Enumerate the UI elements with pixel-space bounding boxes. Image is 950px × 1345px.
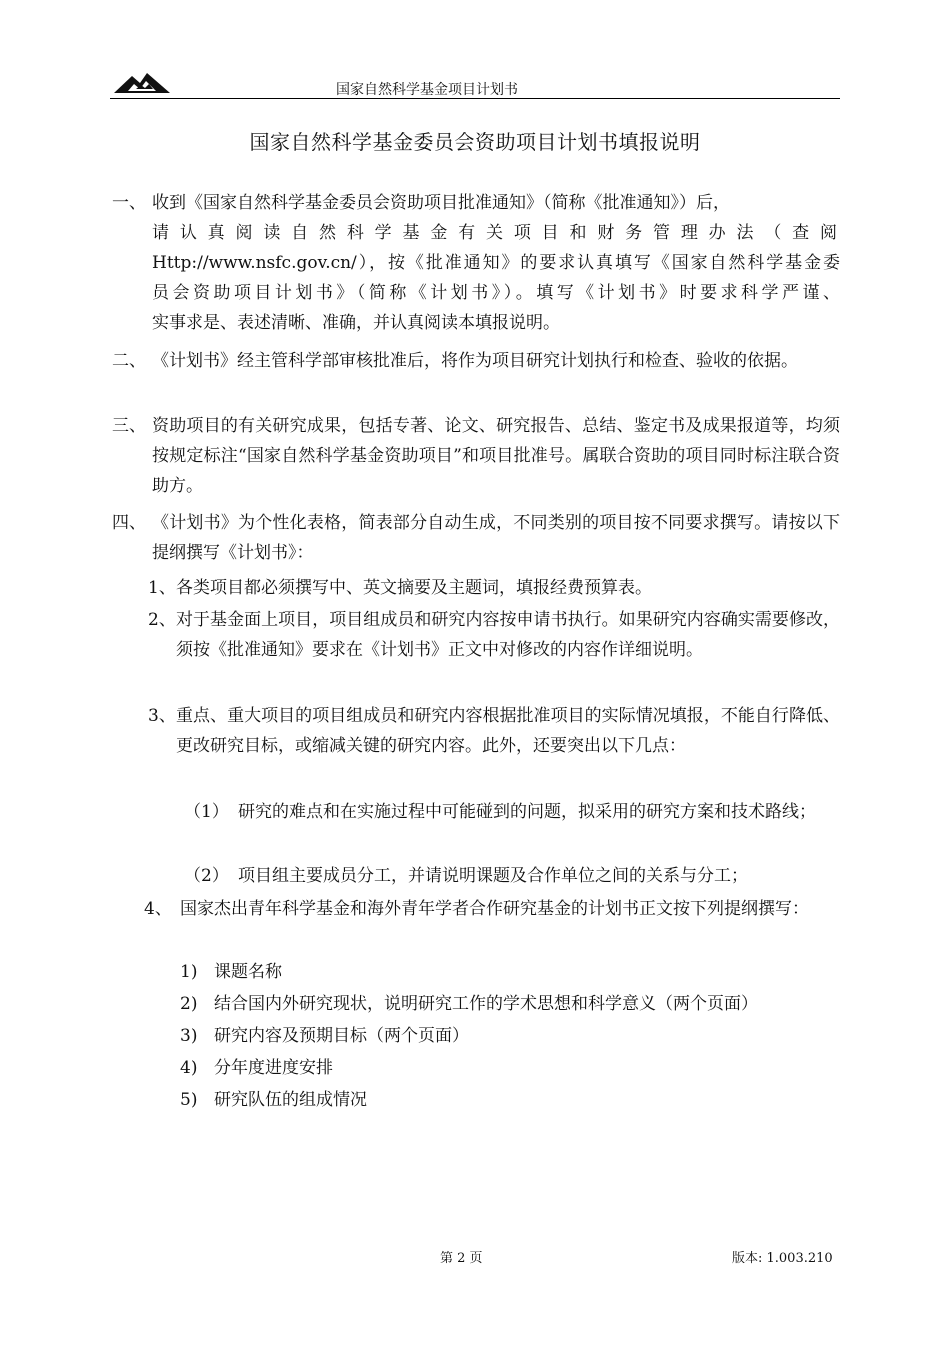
sub-item-4	[144, 894, 840, 924]
outline-marker: 2)	[180, 994, 198, 1014]
outline-marker: 5)	[180, 1090, 198, 1110]
section-4	[112, 508, 840, 568]
nsfc-logo-icon	[114, 70, 170, 94]
sub-item-3	[148, 701, 840, 761]
section-1	[112, 188, 840, 338]
section-line: 员会资助项目计划书》（简称《计划书》）。填写《计划书》时要求科学严谨、	[152, 283, 840, 303]
document-title: 国家自然科学基金委员会资助项目计划书填报说明	[249, 130, 701, 154]
section-line: 收到《国家自然科学基金委员会资助项目批准通知》（简称《批准通知》）后，	[152, 193, 730, 213]
outline-item-3	[180, 1021, 840, 1051]
point-marker: （2）	[184, 866, 229, 886]
section-marker: 三、	[112, 416, 146, 436]
section-marker: 四、	[112, 513, 146, 533]
header-divider	[110, 98, 840, 99]
outline-marker: 4)	[180, 1058, 198, 1078]
sub-item-marker: 4、	[144, 899, 172, 919]
section-line: Http://www.nsfc.gov.cn/），按《批准通知》的要求认真填写《国家自然科学基金委	[152, 253, 840, 273]
section-text: 《计划书》经主管科学部审核批准后，将作为项目研究计划执行和检查、验收的依据。	[152, 351, 798, 371]
section-text: 资助项目的有关研究成果，包括专著、论文、研究报告、总结、鉴定书及成果报道等，均须按规定标注“国家自然科学基金资助项目”和项目批准号。属联合资助的项目同时标注联合资助方。	[152, 416, 840, 496]
point-text: 研究的难点和在实施过程中可能碰到的问题，拟采用的研究方案和技术路线；	[238, 802, 816, 822]
outline-text: 研究内容及预期目标（两个页面）	[214, 1026, 469, 1046]
sub-item-marker: 3、	[148, 706, 176, 726]
outline-text: 结合国内外研究现状，说明研究工作的学术思想和科学意义（两个页面）	[214, 994, 758, 1014]
section-marker: 一、	[112, 193, 146, 213]
section-text: 《计划书》为个性化表格，简表部分自动生成，不同类别的项目按不同要求撰写。请按以下提纲撰写《计划书》：	[152, 513, 840, 563]
section-3	[112, 411, 840, 501]
point-text: 项目组主要成员分工，并请说明课题及合作单位之间的关系与分工；	[238, 866, 748, 886]
sub-item-text: 国家杰出青年科学基金和海外青年学者合作研究基金的计划书正文按下列提纲撰写：	[180, 899, 809, 919]
sub-item-text: 对于基金面上项目，项目组成员和研究内容按申请书执行。如果研究内容确实需要修改，须按《批准通知》要求在《计划书》正文中对修改的内容作详细说明。	[176, 610, 840, 660]
sub-item-marker: 2、	[148, 610, 176, 630]
sub-item-2	[148, 605, 840, 665]
outline-text: 课题名称	[214, 962, 282, 982]
page-header	[110, 68, 840, 100]
point-marker: （1）	[184, 802, 229, 822]
outline-marker: 3)	[180, 1026, 198, 1046]
sub-item-1	[148, 573, 840, 603]
version-label: 版本: 1.003.210	[732, 1251, 833, 1266]
section-marker: 二、	[112, 351, 146, 371]
section-line: 实事求是、表述清晰、准确，并认真阅读本填报说明。	[152, 313, 560, 333]
outline-item-2	[180, 989, 840, 1019]
outline-text: 研究队伍的组成情况	[214, 1090, 367, 1110]
outline-text: 分年度进度安排	[214, 1058, 333, 1078]
sub-item-text: 各类项目都必须撰写中、英文摘要及主题词，填报经费预算表。	[176, 578, 652, 598]
page-number: 第 2 页	[440, 1251, 483, 1266]
header-title: 国家自然科学基金项目计划书	[336, 82, 518, 98]
sub-item-text: 重点、重大项目的项目组成员和研究内容根据批准项目的实际情况填报，不能自行降低、更改研究目标，或缩减关键的研究内容。此外，还要突出以下几点：	[176, 706, 840, 756]
outline-item-1	[180, 957, 840, 987]
point-1	[184, 797, 840, 827]
section-2	[112, 346, 840, 376]
outline-marker: 1)	[180, 962, 198, 982]
section-line: 请认真阅读自然科学基金有关项目和财务管理办法（查阅	[152, 223, 840, 243]
outline-item-4	[180, 1053, 840, 1083]
sub-item-marker: 1、	[148, 578, 176, 598]
outline-item-5	[180, 1085, 840, 1115]
point-2	[184, 861, 840, 891]
